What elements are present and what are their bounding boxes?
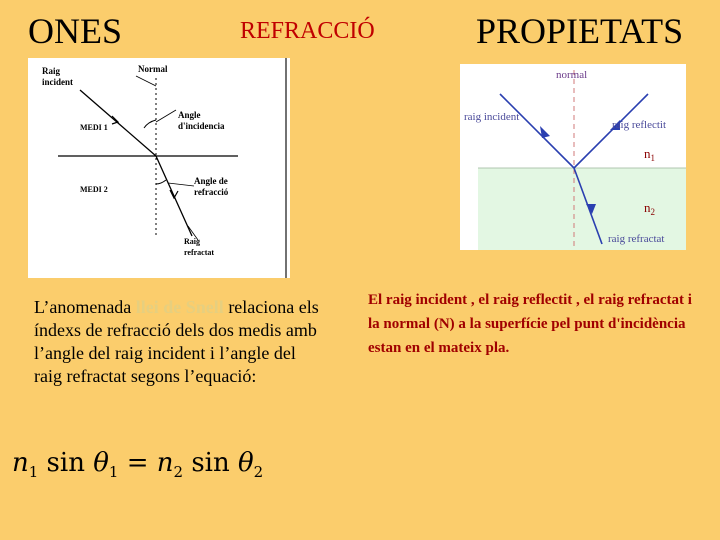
snell-text-before: L’anomenada xyxy=(34,297,136,317)
label-raig-refractat: Raig refractat xyxy=(184,237,215,257)
reflected-ray xyxy=(574,94,648,168)
refracted-ray xyxy=(156,156,192,236)
title-propietats: PROPIETATS xyxy=(476,11,684,51)
snell-text-after: relaciona els índexs de refracció dels dos medis amb l’angle del raig incident i l’angle del raig refractat segons l’equació: xyxy=(34,297,319,386)
label-raig-incident: raig incident xyxy=(464,111,520,123)
label-normal: Normal xyxy=(138,64,168,74)
label-raig-incident: Raig incident xyxy=(42,66,74,87)
label-raig-refractat: raig refractat xyxy=(608,233,665,245)
refraction-diagram-left xyxy=(28,58,290,278)
label-medi2: MEDI 2 xyxy=(80,185,108,194)
refraction-diagram-right xyxy=(460,64,686,250)
snell-description xyxy=(34,296,324,388)
snell-law-link[interactable]: llei de Snell xyxy=(135,297,224,317)
incident-ray xyxy=(500,94,574,168)
label-angle-refraccio: Angle de refracció xyxy=(194,176,229,197)
label-normal: normal xyxy=(556,69,588,81)
label-n2: $n_2$ xyxy=(644,200,655,217)
title-refraccio: REFRACCIÓ xyxy=(240,18,375,44)
snell-equation: $n_1$ $\sin \theta_1 = n_2$ $\sin \theta_2$ xyxy=(12,448,264,482)
propietats-description: El raig incident , el raig reflectit , el raig refractat i la normal (N) a la superfície pel punt d'incidència estan en el mateix pla. xyxy=(368,292,692,356)
title-ones: ONES xyxy=(28,11,123,51)
label-medi1: MEDI 1 xyxy=(80,123,108,132)
label-raig-reflectit: raig reflectit xyxy=(612,119,667,131)
label-angle-incidencia: Angle d'incidencia xyxy=(178,110,225,131)
label-n1: $n_1$ xyxy=(644,146,655,163)
